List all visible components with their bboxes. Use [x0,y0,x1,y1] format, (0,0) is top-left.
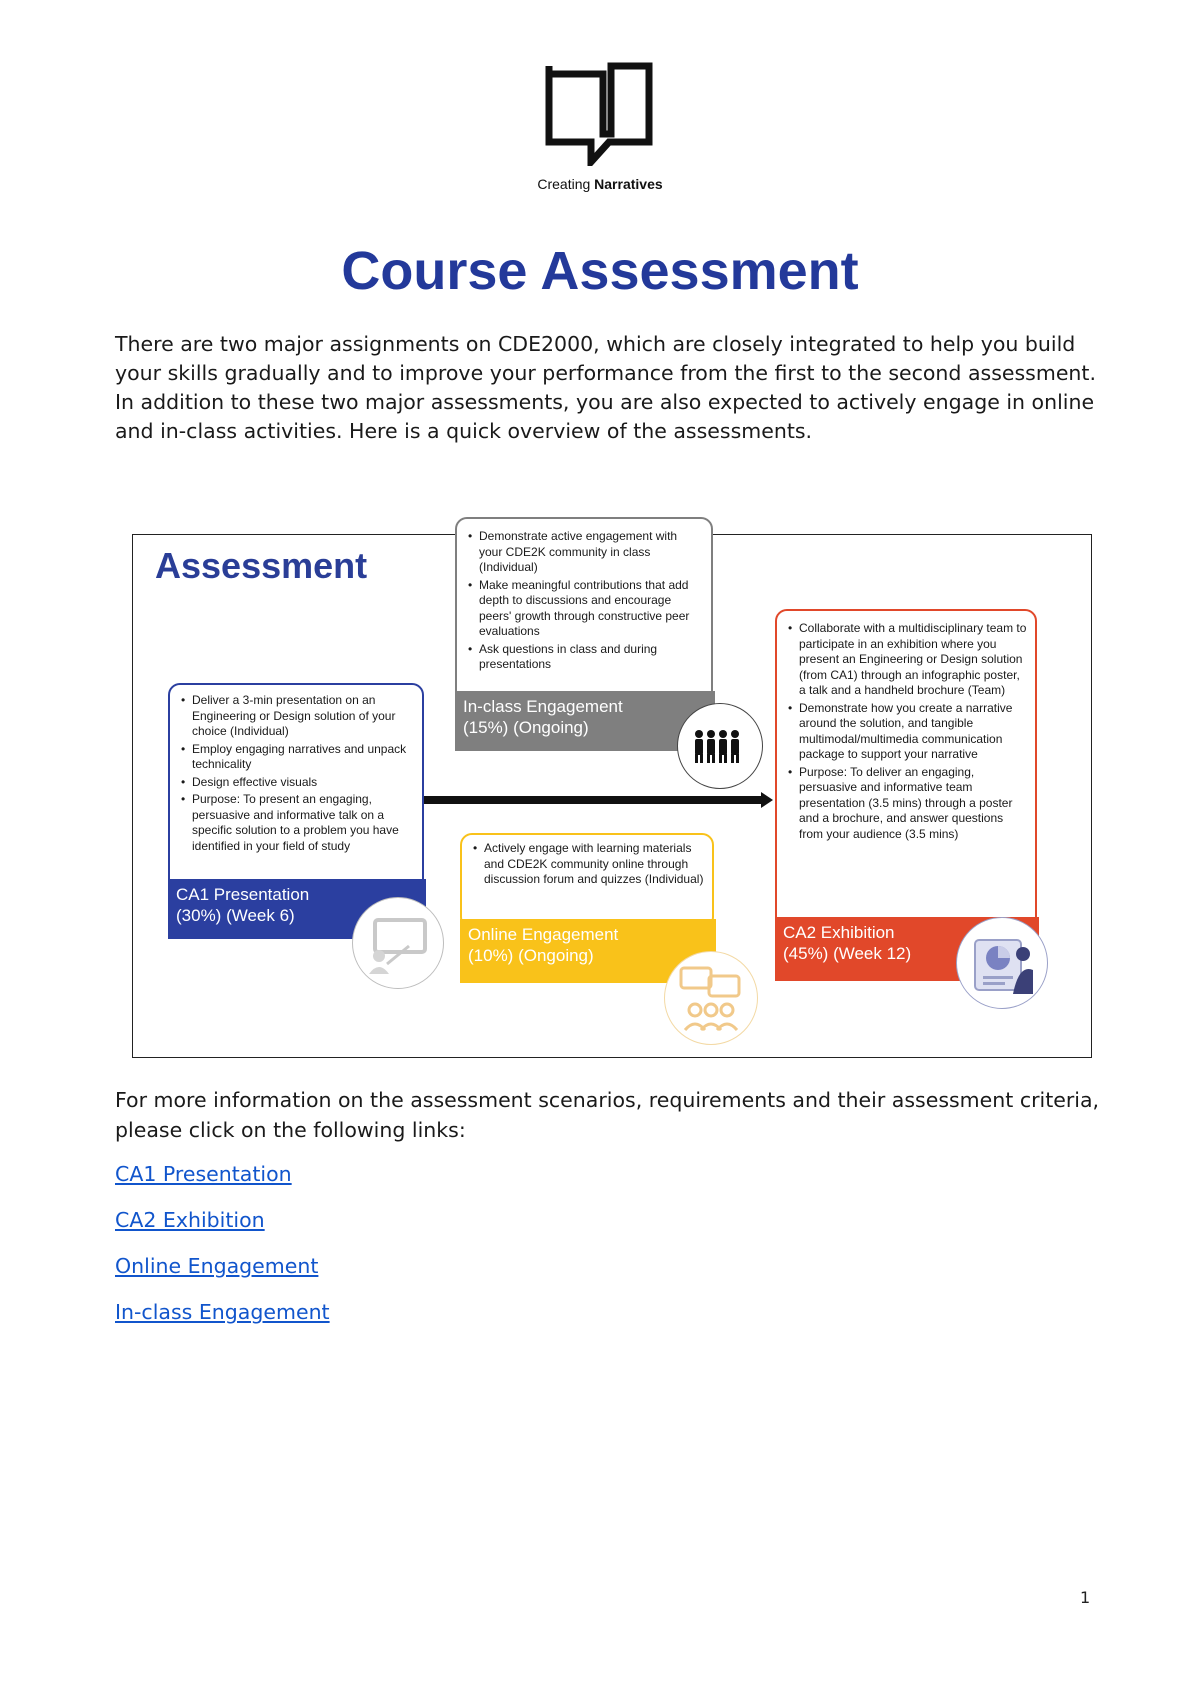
inclass-label-title: In-class Engagement [463,697,623,716]
ca1-presentation-card [168,683,424,893]
inclass-bullet-list [465,529,703,673]
ca2-bullet: • Purpose: To deliver an engaging, persuasive and informative team presentation (3.5 mins) through a poster and a brochure, and answer questions from your audience (3.5 mins) [799,765,1027,843]
inclass-label-weight: (15%) (Ongoing) [463,718,589,737]
online-label-title: Online Engagement [468,925,619,944]
ca1-bullet: • Deliver a 3-min presentation on an Engineering or Design solution of your choice (Individual) [192,693,414,740]
ca2-label-weight: (45%) (Week 12) [783,944,912,963]
presentation-icon [352,897,444,989]
inclass-engagement-link[interactable]: In-class Engagement [115,1300,330,1324]
timeline-arrow-head [761,792,773,808]
ca2-bullet-list [785,621,1027,842]
links-intro-paragraph: For more information on the assessment scenarios, requirements and their assessment criteria, please click on the following links: [115,1088,1100,1142]
ca1-presentation-link[interactable]: CA1 Presentation [115,1162,292,1186]
ca1-label-weight: (30%) (Week 6) [176,906,295,925]
creating-narratives-logo [520,62,680,210]
timeline-arrow [409,796,764,804]
ca1-bullet: • Employ engaging narratives and unpack technicality [192,742,414,773]
page-title: Course Assessment [341,241,859,301]
online-engagement-card [460,833,714,929]
discussion-icon [664,951,758,1045]
inclass-bullet: • Make meaningful contributions that add depth to discussions and encourage peers' growth through constructive peer evaluations [479,578,703,640]
ca2-exhibition-link[interactable]: CA2 Exhibition [115,1208,265,1232]
online-label-weight: (10%) (Ongoing) [468,946,594,965]
ca1-bullet-list [178,693,414,854]
ca1-label-title: CA1 Presentation [176,885,310,904]
online-engagement-link[interactable]: Online Engagement [115,1254,319,1278]
inclass-engagement-card [455,517,713,707]
ca2-bullet: • Demonstrate how you create a narrative around the solution, and tangible multimodal/multimedia communication package to support your narrative [799,701,1027,763]
inclass-label-box [455,691,715,751]
inclass-bullet: • Demonstrate active engagement with your CDE2K community in class (Individual) [479,529,703,576]
ca2-exhibition-card [775,609,1037,939]
logo-text: Creating Narratives [537,176,663,192]
group-people-icon [677,703,763,789]
poster-chart-icon [956,917,1048,1009]
open-book-logo-icon [545,62,655,166]
intro-paragraph: There are two major assignments on CDE2000, which are closely integrated to help you build your skills gradually and to improve your performance from the first to the second assessment. In addition to these two major assessments, you are also expected to actively engage in online and in-class activities. Here is a quick overview of the assessments. [115,332,1096,443]
online-bullet: • Actively engage with learning materials and CDE2K community online through discussion forum and quizzes (Individual) [484,841,704,888]
ca1-bullet: • Purpose: To present an engaging, persuasive and informative talk on a specific solution to a problem you have identified in your field of study [192,792,414,854]
inclass-bullet: • Ask questions in class and during presentations [479,642,703,673]
ca2-bullet: • Collaborate with a multidisciplinary team to participate in an exhibition where you present an Engineering or Design solution (from CA1) through an infographic poster, a talk and a handheld brochure (Team) [799,621,1027,699]
ca1-bullet: • Design effective visuals [192,775,414,791]
diagram-title: Assessment [155,545,368,586]
ca2-label-title: CA2 Exhibition [783,923,895,942]
online-bullet-list [470,841,704,888]
page-number: 1 [1080,1588,1091,1607]
assessment-overview-diagram [132,529,1092,1058]
